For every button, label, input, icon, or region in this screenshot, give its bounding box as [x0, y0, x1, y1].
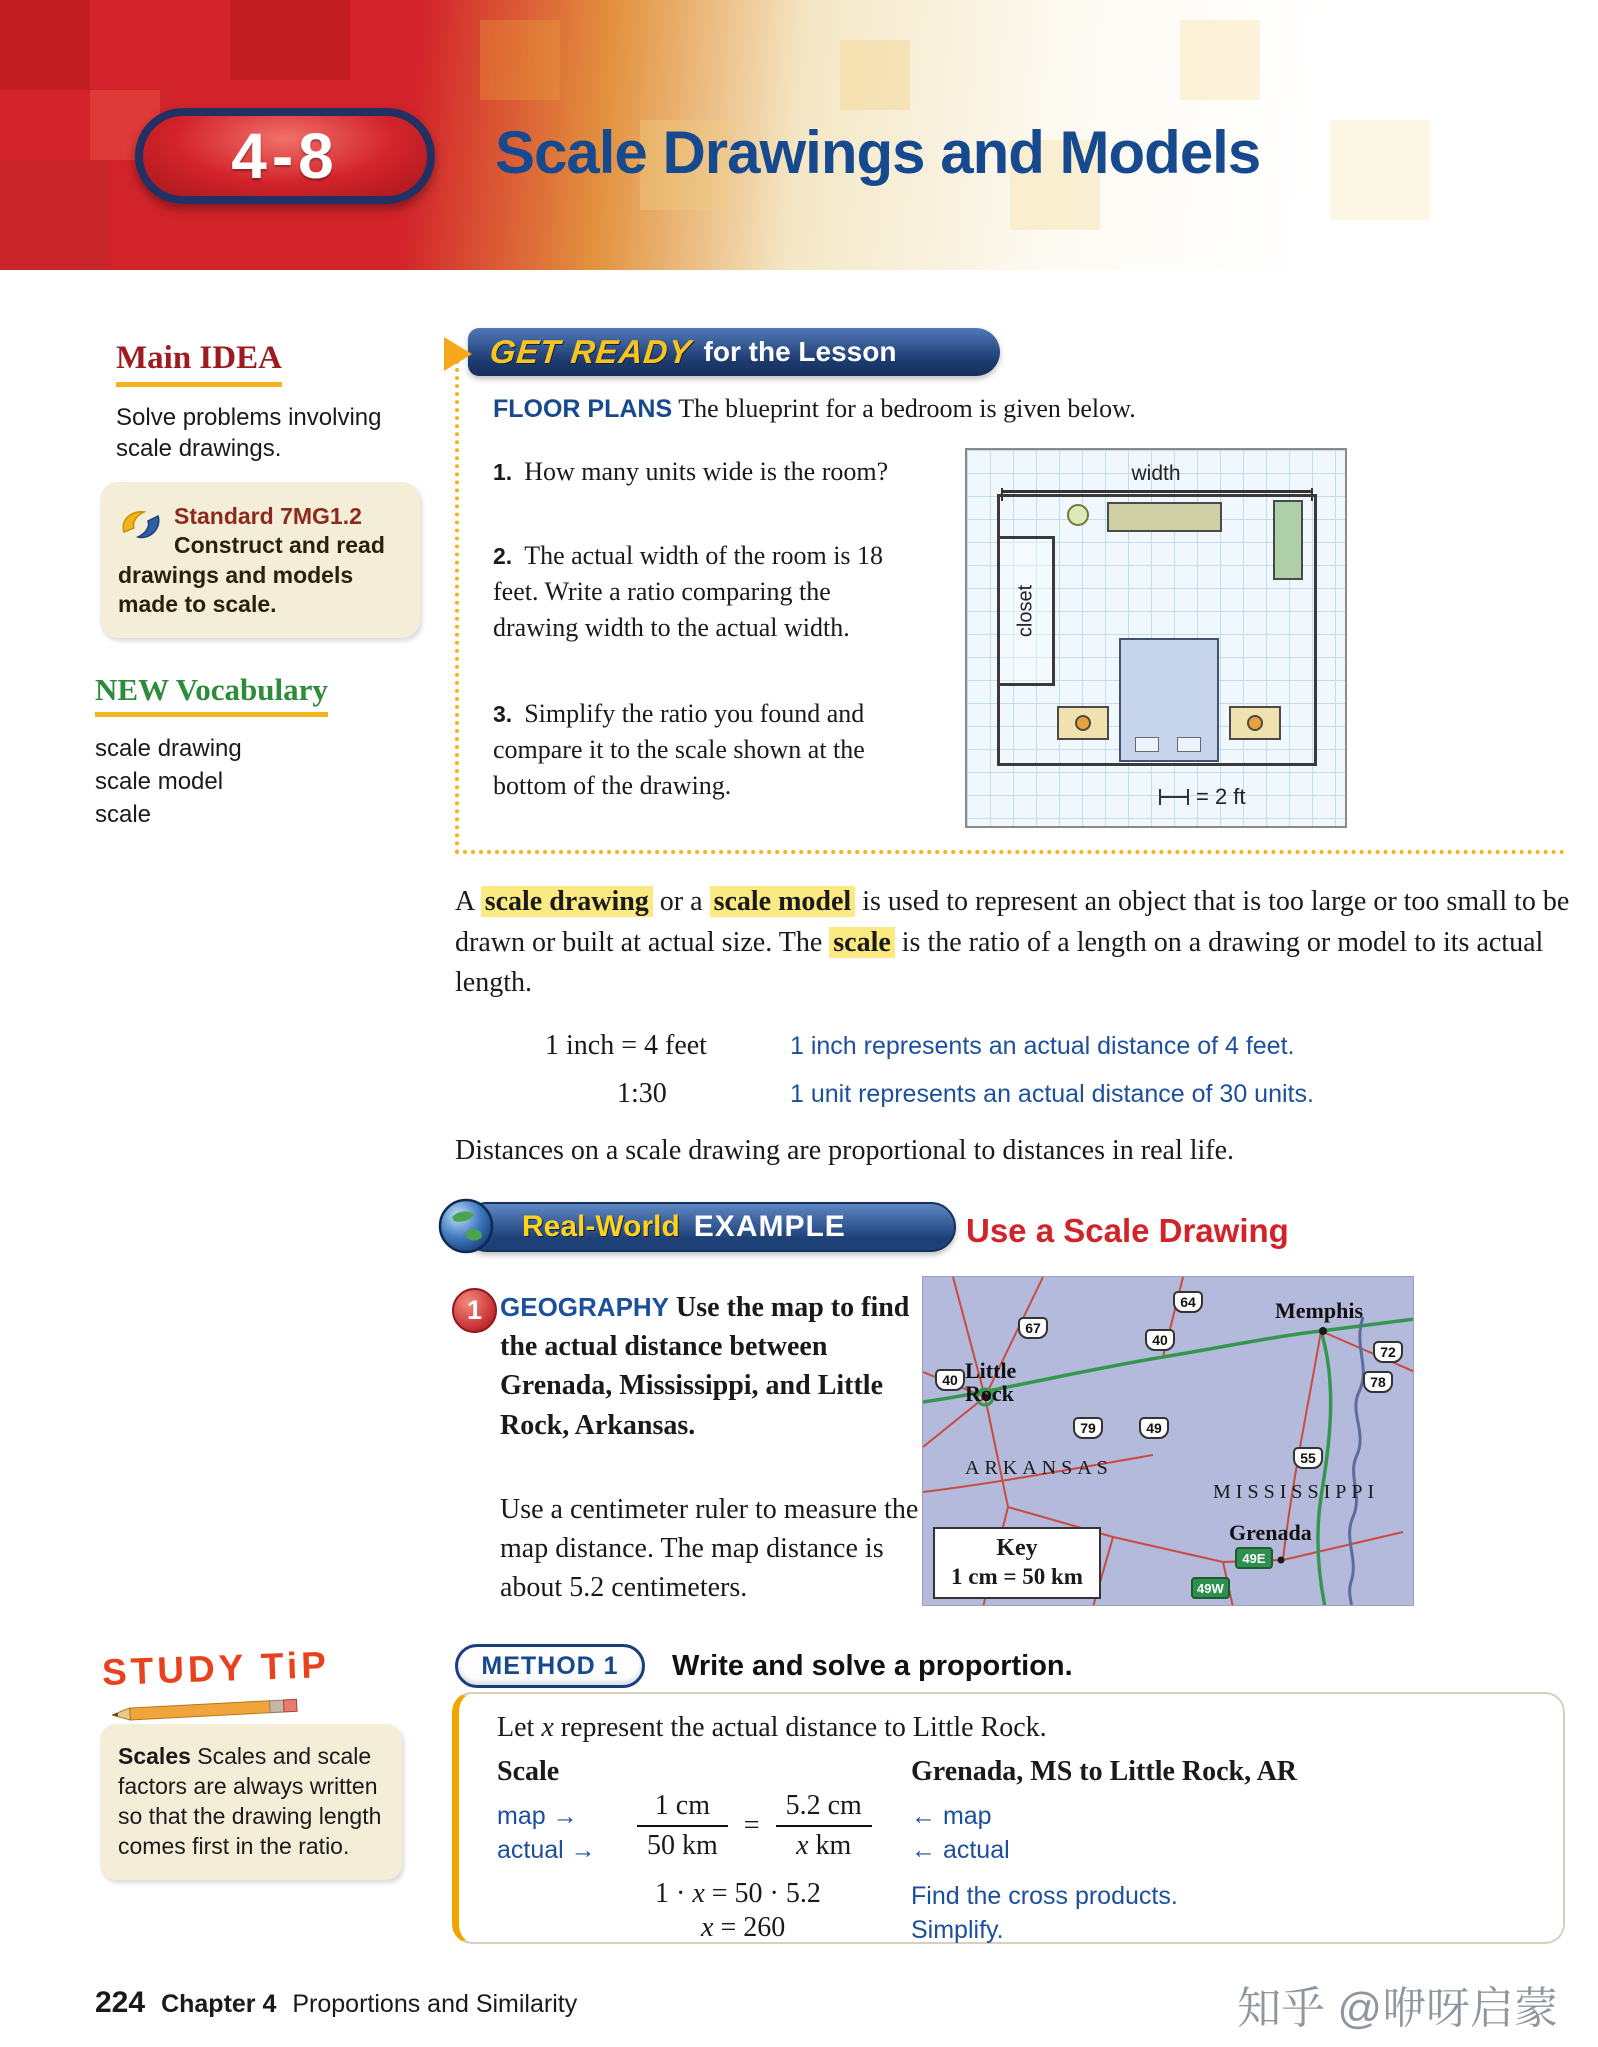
- lesson-number: 4-8: [231, 120, 339, 192]
- question-2: [493, 538, 903, 646]
- floor-plans-topic: FLOOR PLANS: [493, 395, 673, 423]
- fraction-denominator: [776, 1827, 872, 1862]
- floorplan-closet: [997, 536, 1055, 686]
- header-mosaic: [1180, 20, 1260, 100]
- unit-label: km: [808, 1830, 852, 1861]
- example-title: Use a Scale Drawing: [966, 1212, 1289, 1249]
- floorplan-measure-line: [1001, 490, 1313, 493]
- floorplan-scale-note: [1159, 784, 1246, 810]
- floorplan-shelf-icon: [1273, 500, 1303, 580]
- route-shield: 40: [1145, 1329, 1175, 1351]
- question-number: 2.: [493, 543, 513, 569]
- map-label: map: [497, 1802, 546, 1830]
- concept-text: is the ratio of a length on a drawing or model to its actual length.: [455, 926, 1544, 999]
- map-row-label: [497, 1802, 578, 1831]
- watermark: 知乎 @咿呀启蒙: [1237, 1984, 1558, 2033]
- arrow-right-icon: →: [570, 1836, 596, 1864]
- scale-mark-icon: [1159, 789, 1189, 805]
- floorplan-closet-label: closet: [1014, 584, 1037, 638]
- concept-text: is used to represent an object that is too large or too small to be drawn or built at actual size. The: [455, 886, 1570, 958]
- scale-example-note: 1 unit represents an actual distance of 30 units.: [790, 1080, 1314, 1108]
- route-shield: 72: [1373, 1341, 1403, 1363]
- vocab-term-scale-model: scale model: [710, 886, 856, 917]
- study-tip-box: [100, 1724, 402, 1880]
- map-label-grenada: Grenada: [1229, 1520, 1312, 1545]
- get-ready-rest: for the Lesson: [703, 336, 897, 367]
- variable-x: x: [796, 1830, 809, 1861]
- equation-text: = 260: [713, 1912, 786, 1943]
- floor-plans-text: The blueprint for a bedroom is given below.: [672, 394, 1136, 423]
- floorplan-dresser-icon: [1107, 502, 1222, 532]
- equation-text: = 50 · 5.2: [704, 1878, 821, 1909]
- map-key-scale: 1 cm = 50 km: [951, 1564, 1083, 1589]
- header-mosaic: [0, 0, 90, 90]
- question-text: The actual width of the room is 18 feet. Write a ratio comparing the drawing width to the actual width.: [493, 541, 884, 642]
- step-note: Simplify.: [911, 1916, 1004, 1944]
- floorplan-width-label: width: [1131, 462, 1181, 485]
- get-ready-banner: [468, 328, 1000, 376]
- route-shield-green: 49W: [1191, 1577, 1230, 1599]
- fraction-scale: [637, 1790, 728, 1862]
- vocabulary-list: [95, 732, 242, 831]
- real-world-example-banner: [462, 1202, 956, 1252]
- let-statement: [497, 1712, 1047, 1744]
- scale-example-value: 1 inch = 4 feet: [545, 1030, 707, 1061]
- page-title: Scale Drawings and Models: [495, 119, 1261, 186]
- solution-box: [452, 1692, 1565, 1944]
- scale-example-note: 1 inch represents an actual distance of 4 feet.: [790, 1032, 1295, 1060]
- header-mosaic: [230, 0, 350, 80]
- route-shield: 55: [1293, 1447, 1323, 1469]
- actual-label: actual: [936, 1836, 1010, 1864]
- question-number: 1.: [493, 459, 513, 485]
- example-number-badge: [452, 1288, 497, 1333]
- map-label-arkansas: ARKANSAS: [965, 1457, 1113, 1479]
- question-number: 3.: [493, 701, 513, 727]
- variable-x: x: [701, 1912, 714, 1943]
- scale-example-row: [545, 1078, 1314, 1110]
- map-label: map: [936, 1802, 992, 1830]
- proportion-equation: [637, 1790, 872, 1862]
- step-simplify: [701, 1912, 785, 1944]
- scale-examples: [545, 1030, 1314, 1126]
- floor-plans-intro: [493, 394, 1313, 424]
- standard-text: Construct and read drawings and models made to scale.: [118, 532, 385, 618]
- map-label-memphis: Memphis: [1275, 1298, 1363, 1323]
- header-mosaic: [1330, 120, 1430, 220]
- concept-closing: Distances on a scale drawing are proportional to distances in real life.: [455, 1135, 1235, 1166]
- step-cross-products: [655, 1878, 821, 1910]
- chapter-label: Chapter 4: [161, 1990, 277, 2018]
- vocab-item: scale drawing: [95, 735, 242, 762]
- equals-sign: =: [743, 1810, 760, 1841]
- variable-x: x: [692, 1878, 705, 1909]
- scale-example-value: 1:30: [617, 1078, 667, 1109]
- equation-text: 1 ·: [655, 1878, 693, 1909]
- standard-code: Standard 7MG1.2: [174, 503, 362, 529]
- example-number: 1: [466, 1295, 483, 1325]
- header-mosaic: [840, 40, 910, 110]
- example-topic: GEOGRAPHY: [500, 1292, 670, 1322]
- concept-text: A: [455, 886, 481, 917]
- map-figure: [922, 1276, 1414, 1606]
- concept-paragraph: [455, 882, 1575, 1004]
- map-label-little: Little: [965, 1358, 1017, 1383]
- banner-arrow-icon: [444, 337, 472, 371]
- question-3: [493, 696, 903, 804]
- floorplan-figure: [965, 448, 1347, 828]
- fraction-denominator: 50 km: [647, 1830, 718, 1861]
- vocab-term-scale: scale: [829, 927, 895, 958]
- actual-label: actual: [497, 1836, 564, 1864]
- scale-heading: Scale: [497, 1756, 560, 1787]
- map-label-mississippi: MISSISSIPPI: [1213, 1481, 1380, 1503]
- real-world-label: Real-World: [522, 1210, 680, 1243]
- get-ready-script: GET READY: [488, 333, 694, 370]
- standard-callout: [100, 482, 420, 638]
- method-1-pill: METHOD 1: [455, 1644, 645, 1688]
- map-key-title: Key: [996, 1535, 1038, 1561]
- route-shield: 78: [1363, 1371, 1393, 1393]
- actual-row-label: [497, 1836, 596, 1865]
- lesson-number-badge: [135, 108, 435, 204]
- arrow-right-icon: →: [552, 1802, 578, 1830]
- arrow-left-icon: ←: [911, 1802, 936, 1830]
- study-tip-term: Scales: [118, 1743, 191, 1769]
- new-vocabulary-heading: NEW Vocabulary: [95, 672, 328, 717]
- map-key-box: [933, 1527, 1101, 1599]
- route-heading: Grenada, MS to Little Rock, AR: [911, 1756, 1298, 1787]
- chapter-title: Proportions and Similarity: [292, 1990, 578, 2018]
- let-text: represent the actual distance to Little Rock.: [553, 1712, 1047, 1743]
- question-text: Simplify the ratio you found and compare it to the scale shown at the bottom of the drawing.: [493, 699, 865, 800]
- floorplan-nightstand-icon: [1057, 706, 1109, 740]
- floorplan-scale-label: = 2 ft: [1196, 784, 1246, 809]
- example-label: EXAMPLE: [693, 1210, 846, 1243]
- fraction-numerator: 5.2 cm: [776, 1790, 872, 1827]
- map-label-rock: Rock: [965, 1381, 1014, 1407]
- back-map-label: [911, 1802, 992, 1831]
- question-1: [493, 454, 903, 490]
- floorplan-bed-icon: [1119, 638, 1219, 762]
- fraction-numerator: 1 cm: [637, 1790, 728, 1827]
- vocab-term-scale-drawing: scale drawing: [481, 886, 653, 917]
- question-text: How many units wide is the room?: [524, 457, 889, 486]
- route-shield: 49: [1139, 1417, 1169, 1439]
- concept-text: or a: [652, 886, 710, 917]
- floorplan-nightstand-icon: [1229, 706, 1281, 740]
- header-mosaic: [0, 160, 110, 270]
- standard-swirl-icon: [118, 504, 164, 551]
- study-tip-text: Scales and scale factors are always written so that the drawing length comes first in the ratio.: [118, 1743, 382, 1859]
- scale-example-row: [545, 1030, 1314, 1062]
- variable-x: x: [541, 1712, 554, 1743]
- arrow-left-icon: ←: [911, 1836, 936, 1864]
- fraction-actual: [776, 1790, 872, 1862]
- map-label-little-rock: [965, 1359, 1016, 1405]
- route-shield: 67: [1018, 1317, 1048, 1339]
- step-note: Find the cross products.: [911, 1882, 1178, 1910]
- let-text: Let: [497, 1712, 542, 1743]
- back-actual-label: [911, 1836, 1010, 1865]
- page-number: 224: [95, 1986, 146, 2019]
- vocab-item: scale: [95, 801, 152, 829]
- method-title: Write and solve a proportion.: [672, 1650, 1073, 1682]
- study-tip-heading: STUDY TiP: [101, 1644, 331, 1693]
- floorplan-plant-icon: [1067, 504, 1089, 526]
- example-prompt: [500, 1288, 930, 1445]
- example-body: Use a centimeter ruler to measure the map distance. The map distance is about 5.2 centimeters.: [500, 1494, 919, 1604]
- vocab-item: scale model: [95, 768, 224, 796]
- page-footer: [95, 1986, 577, 2020]
- route-shield: 40: [935, 1369, 965, 1391]
- example-prompt-text: Use the map to find the actual distance between Grenada, Mississippi, and Little Rock, Arkansas.: [500, 1292, 910, 1441]
- route-shield: 79: [1073, 1417, 1103, 1439]
- main-idea-heading: Main IDEA: [116, 340, 282, 387]
- route-shield-green: 49E: [1235, 1547, 1273, 1569]
- globe-icon: [438, 1198, 494, 1259]
- route-shield: 64: [1173, 1291, 1203, 1313]
- main-idea-body: Solve problems involving scale drawings.: [116, 404, 382, 463]
- header-mosaic: [480, 20, 560, 100]
